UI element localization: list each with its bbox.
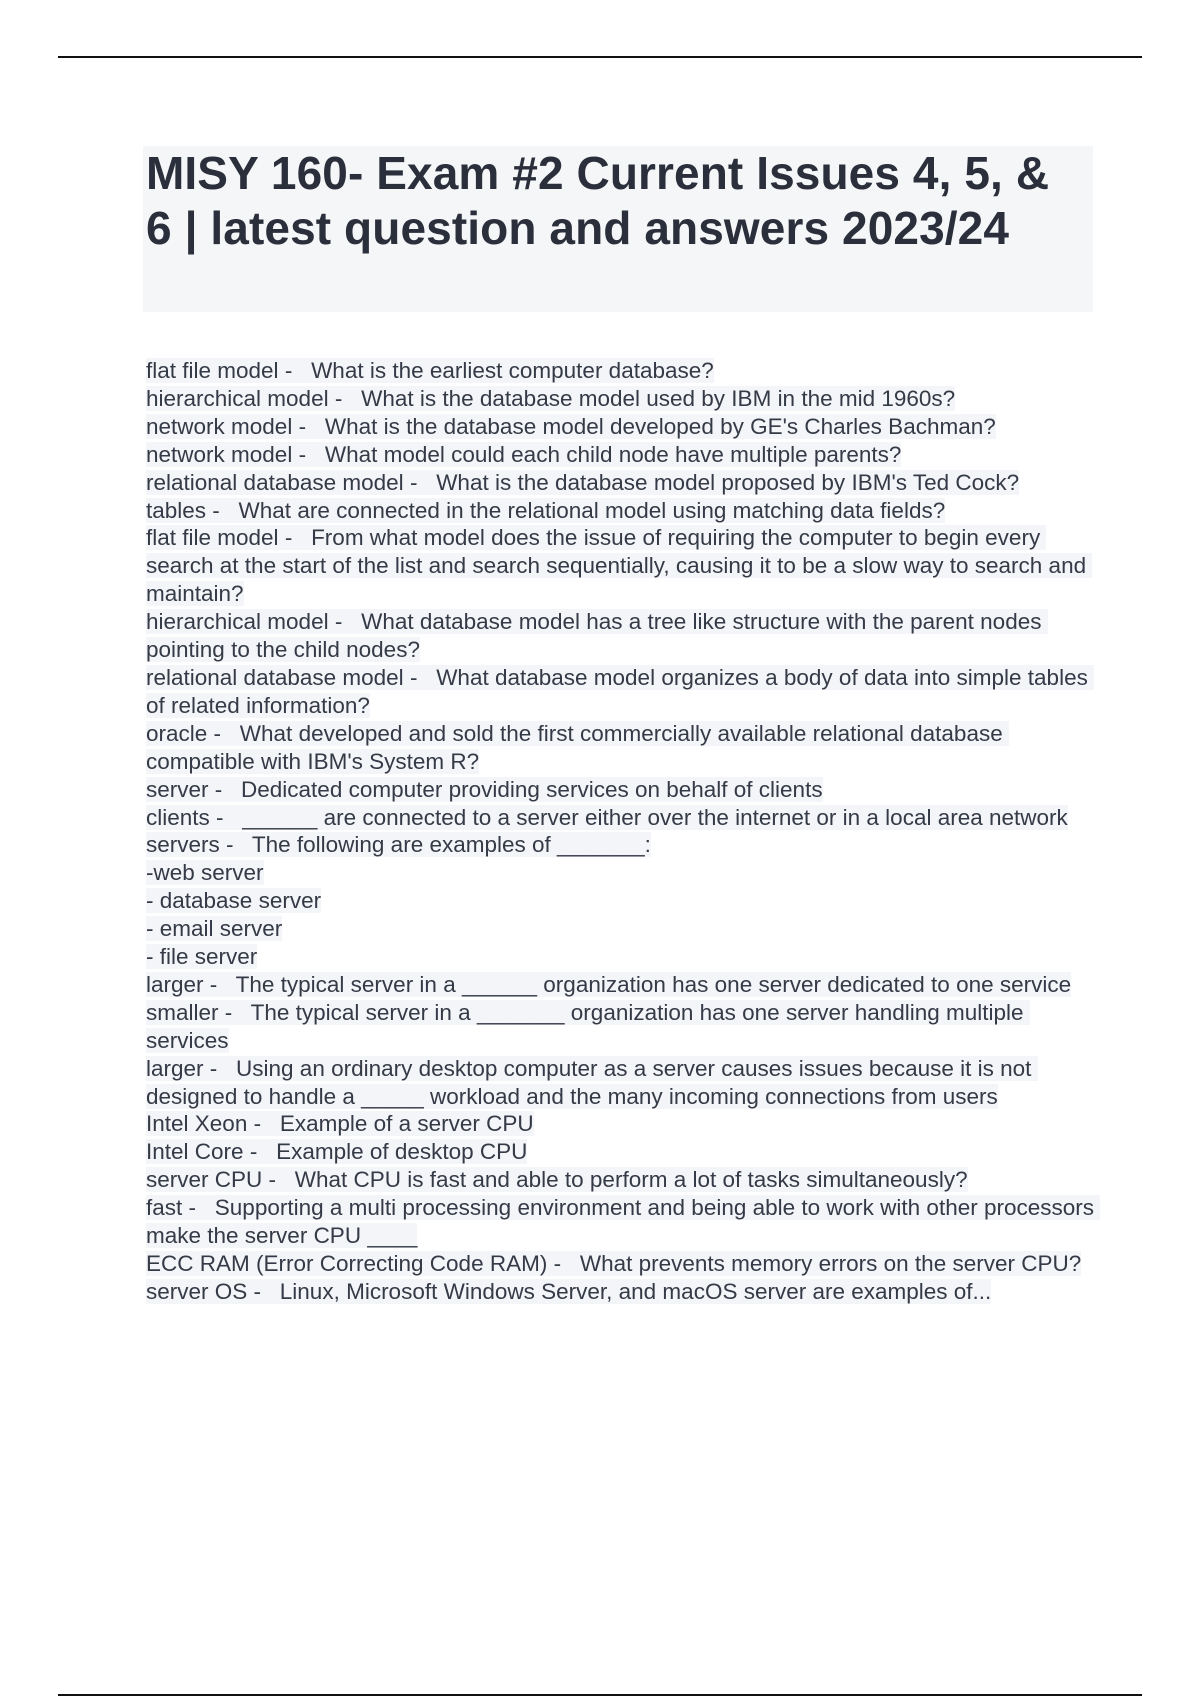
qa-separator: - xyxy=(278,358,312,383)
title-block xyxy=(143,146,1093,312)
qa-definition: What developed and sold the first commercially available relational database compatible with IBM's System R? xyxy=(146,720,1009,774)
qa-separator: - xyxy=(328,609,362,635)
qa-term: larger xyxy=(146,971,204,997)
qa-separator: - xyxy=(203,1055,237,1081)
qa-item xyxy=(146,497,1096,525)
qa-item xyxy=(146,971,1096,999)
qa-separator: - xyxy=(218,999,251,1025)
qa-highlight xyxy=(146,1139,527,1164)
qa-term: Intel Core xyxy=(146,1139,244,1165)
qa-definition: Using an ordinary desktop computer as a server causes issues because it is not designed to handle a _____ workload and the many incoming connections from users xyxy=(146,1055,1038,1109)
qa-separator: - xyxy=(206,497,239,523)
qa-item xyxy=(146,441,1096,469)
qa-separator: - xyxy=(403,469,437,495)
qa-term: relational database model xyxy=(146,664,404,690)
qa-term: server xyxy=(146,776,209,802)
qa-term: ECC RAM (Error Correcting Code RAM) xyxy=(146,1251,548,1276)
qa-highlight xyxy=(146,442,901,467)
qa-separator: - xyxy=(292,441,325,467)
qa-highlight xyxy=(146,470,1019,495)
qa-term: hierarchical model xyxy=(146,385,329,411)
qa-item xyxy=(146,999,1096,1055)
qa-term: server CPU xyxy=(146,1167,263,1193)
qa-definition: What is the database model developed by GE's Charles Bachman? xyxy=(324,413,996,439)
qa-definition: What database model has a tree like structure with the parent nodes pointing to the child nodes? xyxy=(146,609,1048,663)
qa-definition: What model could each child node have multiple parents? xyxy=(324,441,902,467)
qa-highlight xyxy=(146,1111,534,1136)
qa-item xyxy=(146,385,1096,413)
qa-term: flat file model xyxy=(146,358,279,383)
qa-definition: From what model does the issue of requiring the computer to begin every search at the start of the list and search sequentially, causing it to be a slow way to search and maintain? xyxy=(146,525,1093,607)
qa-definition: What are connected in the relational model using matching data fields? xyxy=(238,497,946,523)
qa-item xyxy=(146,831,1096,971)
qa-definition: What is the database model used by IBM in the mid 1960s? xyxy=(361,385,956,411)
qa-highlight xyxy=(146,414,996,439)
qa-definition: The typical server in a ______ organization has one server dedicated to one service xyxy=(235,971,1072,997)
qa-highlight xyxy=(146,972,1071,997)
qa-separator: - xyxy=(243,1139,277,1165)
qa-highlight xyxy=(146,525,1092,606)
qa-item xyxy=(146,469,1096,497)
qa-highlight xyxy=(146,1279,991,1304)
bottom-divider xyxy=(58,1694,1142,1696)
qa-term: larger xyxy=(146,1055,204,1081)
qa-highlight xyxy=(146,1251,1081,1276)
qa-highlight xyxy=(146,832,651,969)
qa-definition: Linux, Microsoft Windows Server, and macOS server are examples of... xyxy=(279,1278,992,1304)
qa-highlight xyxy=(146,1195,1100,1248)
qa-separator: - xyxy=(403,664,437,690)
qa-item xyxy=(146,1250,1096,1278)
qa-item xyxy=(146,524,1096,608)
qa-highlight xyxy=(146,358,714,383)
qa-term: server OS xyxy=(146,1278,248,1304)
qa-definition: The typical server in a _______ organization has one server handling multiple services xyxy=(146,999,1030,1053)
qa-definition: What CPU is fast and able to perform a lot of tasks simultaneously? xyxy=(294,1167,968,1193)
qa-term: network model xyxy=(146,413,293,439)
qa-separator: - xyxy=(208,776,242,802)
qa-separator: - xyxy=(182,1195,215,1221)
qa-separator: - xyxy=(203,971,236,997)
qa-highlight xyxy=(146,498,945,523)
qa-list xyxy=(146,357,1101,1306)
qa-item xyxy=(146,776,1096,804)
qa-item xyxy=(146,1110,1096,1138)
qa-item xyxy=(146,608,1096,664)
qa-item xyxy=(146,720,1096,776)
qa-separator: - xyxy=(207,720,240,746)
qa-term: flat file model xyxy=(146,525,279,551)
qa-highlight xyxy=(146,609,1048,662)
qa-separator: - xyxy=(547,1251,580,1276)
qa-item xyxy=(146,1138,1096,1166)
qa-highlight xyxy=(146,665,1094,718)
qa-term: oracle xyxy=(146,720,208,746)
qa-term: network model xyxy=(146,441,293,467)
top-divider xyxy=(58,56,1142,58)
qa-item xyxy=(146,1166,1096,1194)
qa-highlight xyxy=(146,1000,1030,1053)
qa-definition: What prevents memory errors on the server CPU? xyxy=(579,1251,1082,1276)
qa-definition: What database model organizes a body of data into simple tables of related information? xyxy=(146,664,1095,718)
qa-highlight xyxy=(146,777,823,802)
qa-definition: Dedicated computer providing services on behalf of clients xyxy=(241,776,823,802)
qa-highlight xyxy=(146,1056,1038,1109)
qa-term: servers xyxy=(146,832,220,858)
qa-definition: ______ are connected to a server either over the internet or in a local area network xyxy=(242,804,1068,830)
qa-term: clients xyxy=(146,804,210,830)
qa-item xyxy=(146,413,1096,441)
qa-highlight xyxy=(146,1167,968,1192)
qa-highlight xyxy=(146,386,955,411)
qa-definition: Example of desktop CPU xyxy=(276,1139,528,1165)
qa-separator: - xyxy=(278,525,312,551)
qa-term: relational database model xyxy=(146,469,404,495)
qa-definition: Example of a server CPU xyxy=(279,1111,534,1137)
qa-separator: - xyxy=(328,385,362,411)
qa-term: Intel Xeon xyxy=(146,1111,248,1137)
qa-highlight xyxy=(146,805,1068,830)
qa-separator: - xyxy=(247,1278,280,1304)
qa-separator: - xyxy=(219,832,252,858)
document-title: MISY 160- Exam #2 Current Issues 4, 5, & 6 | latest question and answers 2023/24 xyxy=(146,147,1050,254)
qa-separator: - xyxy=(247,1111,280,1137)
qa-definition: Supporting a multi processing environment and being able to work with other processors make the server CPU ____ xyxy=(146,1195,1101,1249)
qa-item xyxy=(146,804,1096,832)
qa-item xyxy=(146,1055,1096,1111)
qa-item xyxy=(146,357,1096,385)
qa-term: tables xyxy=(146,497,207,523)
qa-term: fast xyxy=(146,1195,183,1221)
qa-separator: - xyxy=(292,413,325,439)
qa-separator: - xyxy=(262,1167,295,1193)
qa-item xyxy=(146,664,1096,720)
qa-separator: - xyxy=(209,804,243,830)
qa-term: smaller xyxy=(146,999,219,1025)
qa-definition: What is the earliest computer database? xyxy=(311,358,714,383)
qa-definition: What is the database model proposed by IBM's Ted Cock? xyxy=(436,469,1020,495)
qa-item xyxy=(146,1278,1096,1306)
qa-highlight xyxy=(146,721,1009,774)
qa-definition: The following are examples of _______: -web server - database server - email server - file server xyxy=(146,832,651,970)
qa-term: hierarchical model xyxy=(146,609,329,635)
qa-item xyxy=(146,1194,1101,1250)
